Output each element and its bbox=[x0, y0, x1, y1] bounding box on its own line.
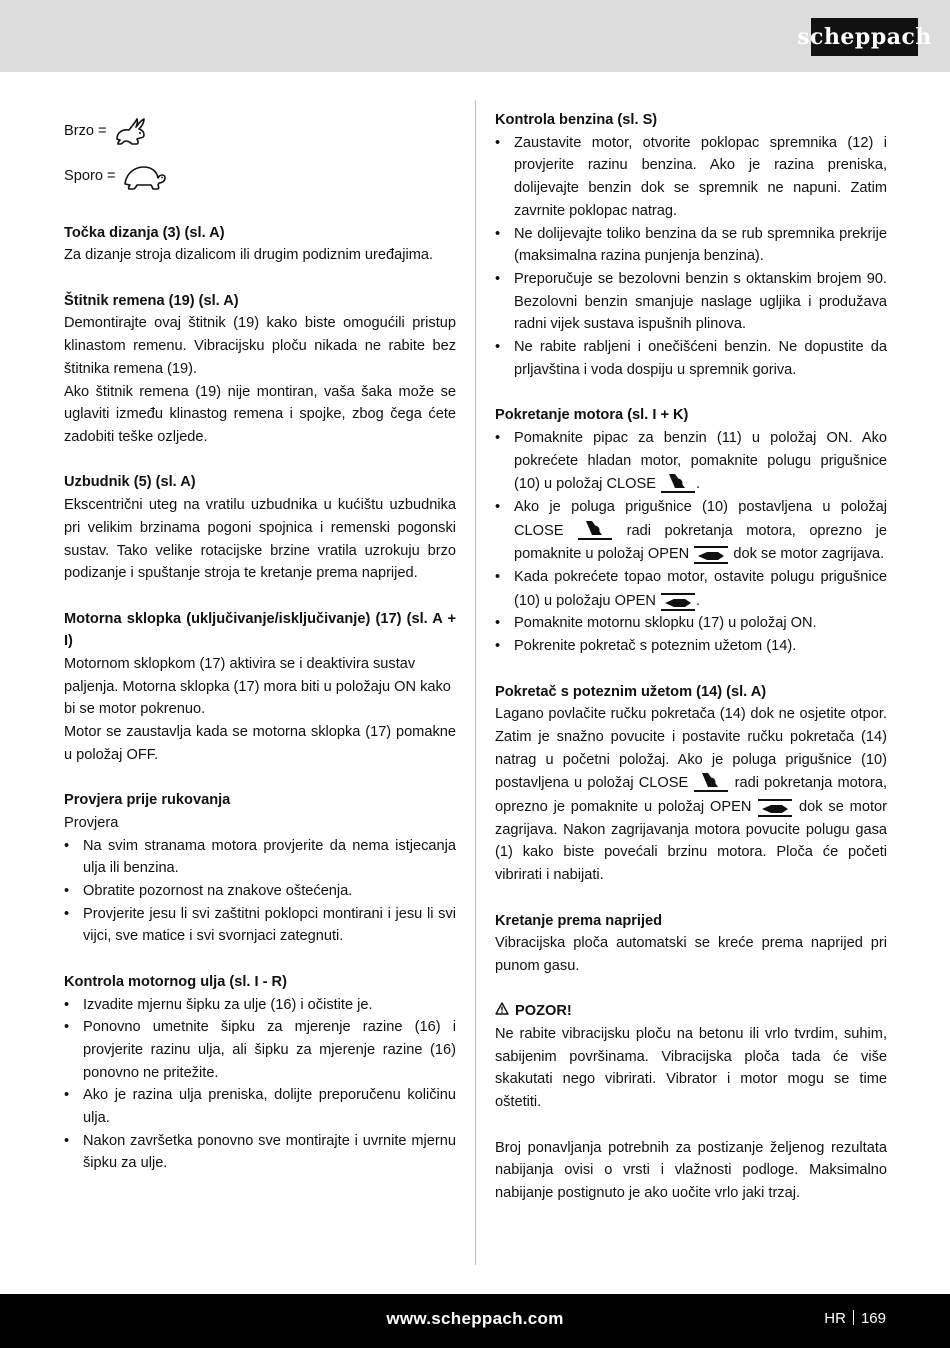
list-item: • Nakon završetka ponovno sve montirajte i uvrnite mjernu šipku za ulje. bbox=[64, 1130, 456, 1175]
caution-heading bbox=[495, 1000, 887, 1023]
choke-open-icon bbox=[661, 589, 695, 611]
choke-close-icon bbox=[661, 472, 695, 494]
rabbit-icon bbox=[113, 117, 149, 147]
start-item-3-text: Kada pokrećete topao motor, ostavite polugu prigušnice (10) u položaju OPEN bbox=[514, 569, 887, 609]
precheck-subtitle: Provjera bbox=[64, 814, 119, 831]
list-item bbox=[495, 427, 887, 496]
list-item: • Ne rabite rabljeni i onečišćeni benzin. Ne dopustite da prljavština i voda dospiju u spremnik goriva. bbox=[495, 336, 887, 381]
footer-separator bbox=[853, 1310, 854, 1325]
brand-logo: scheppach bbox=[811, 18, 918, 56]
forward-section bbox=[495, 910, 887, 978]
lifting-title: Točka dizanja (3) (sl. A) bbox=[64, 224, 225, 241]
exciter-title: Uzbudnik (5) (sl. A) bbox=[64, 474, 196, 491]
precheck-section bbox=[64, 789, 456, 948]
choke-close-icon bbox=[694, 771, 728, 793]
lifting-section bbox=[64, 222, 456, 267]
precheck-title: Provjera prije rukovanja bbox=[64, 792, 231, 809]
warning-icon bbox=[495, 1002, 509, 1015]
oil-title: Kontrola motornog ulja (sl. I - R) bbox=[64, 973, 287, 990]
page-indicator bbox=[824, 1308, 886, 1330]
forward-text: Vibracijska ploča automatski se kreće prema naprijed pri punom gasu. bbox=[495, 935, 887, 974]
list-item: • Preporučuje se bezolovni benzin s oktanskim brojem 90. Bezolovni benzin smanjuje naslage ugljika i produžava radni vijek sustava ispušnih plinova. bbox=[495, 268, 887, 336]
start-item-2-text-a: Ako je poluga prigušnice (10) postavljena u položaj CLOSE bbox=[514, 498, 887, 539]
start-item-2-text-b: radi pokretanja motora, oprezno je pomaknite u položaj OPEN bbox=[514, 522, 887, 563]
forward-title: Kretanje prema naprijed bbox=[495, 912, 663, 929]
right-column bbox=[495, 109, 887, 1205]
list-item: • Na svim stranama motora provjerite da nema istjecanja ulja ili benzina. bbox=[64, 835, 456, 880]
turtle-icon bbox=[122, 162, 166, 192]
start-item-1-text: Pomaknite pipac za benzin (11) u položaj ON. Ako pokrećete hladan motor, pomaknite polugu prigušnice (10) u položaj CLOSE bbox=[514, 429, 887, 493]
caution-text: Ne rabite vibracijsku ploču na betonu ili vrlo tvrdim, suhim, sabijenim površinama. Vibracijska ploča tada će više skakutati nego vibrirati. Vibrator i motor mogu se time oštetiti. bbox=[495, 1026, 887, 1111]
engine-switch-text-1: Motornom sklopkom (17) aktivira se i deaktivira sustav paljenja. Motorna sklopka (17) mora biti u položaju ON kako bi se motor pokrenuo. bbox=[64, 656, 451, 718]
caution-section bbox=[495, 1000, 887, 1114]
exciter-section bbox=[64, 471, 456, 585]
recoil-text-2: radi pokretanja motora, oprezno je pomaknite u položaj OPEN bbox=[495, 775, 887, 816]
engine-switch-section bbox=[64, 608, 456, 767]
choke-close-icon bbox=[578, 519, 612, 541]
petrol-title: Kontrola benzina (sl. S) bbox=[495, 112, 658, 128]
exciter-text: Ekscentrični uteg na vratilu uzbudnika u kućištu uzbudnika pri velikim brzinama pogoni spojnica i remenski pogonski sustav. Tako velike rotacijske brzine vratila uzrokuju brzo podizanje i spuštanje stroja te kretanje prema naprijed. bbox=[64, 497, 456, 582]
fast-label: Brzo = bbox=[64, 123, 107, 140]
page-number: 169 bbox=[860, 1310, 886, 1327]
belt-guard-text-2: Ako štitnik remena (19) nije montiran, vaša šaka može se uglaviti između klinastog remena i spojke, zbog čega ćete zadobiti teške ozljede. bbox=[64, 383, 456, 445]
list-item bbox=[495, 566, 887, 612]
choke-open-icon bbox=[694, 542, 728, 564]
language-code: HR bbox=[824, 1310, 846, 1327]
start-item-2-text-c: dok se motor zagrijava. bbox=[733, 546, 885, 563]
oil-section bbox=[64, 971, 456, 1175]
recoil-section bbox=[495, 681, 887, 887]
fast-legend bbox=[64, 109, 456, 154]
list-item: • Provjerite jesu li svi zaštitni poklopci montirani i jesu li svi vijci, sve matice i svi svornjaci zategnuti. bbox=[64, 903, 456, 948]
recoil-text bbox=[495, 703, 887, 887]
list-item bbox=[495, 496, 887, 566]
choke-open-icon bbox=[758, 795, 792, 817]
header-bar bbox=[0, 0, 950, 72]
belt-guard-title: Štitnik remena (19) (sl. A) bbox=[64, 292, 239, 309]
list-item: • Zaustavite motor, otvorite poklopac spremnika (12) i provjerite razinu benzina. Ako je razina preniska, dolijevajte benzin dok se spremnik ne napuni. Zatim zavrnite poklopac natrag. bbox=[495, 132, 887, 223]
start-item-3-end: . bbox=[696, 592, 701, 609]
left-column bbox=[64, 109, 456, 1175]
footer-url: www.scheppach.com bbox=[386, 1309, 564, 1328]
recoil-title: Pokretač s poteznim užetom (14) (sl. A) bbox=[495, 683, 767, 700]
list-item: • Ako je razina ulja preniska, dolijte preporučenu količinu ulja. bbox=[64, 1084, 456, 1129]
list-item: • Obratite pozornost na znakove oštećenja. bbox=[64, 880, 456, 903]
start-section bbox=[495, 404, 887, 658]
slow-label: Sporo = bbox=[64, 168, 116, 185]
belt-guard-section bbox=[64, 290, 456, 449]
slow-legend bbox=[64, 154, 456, 199]
list-item: • Ponovno umetnite šipku za mjerenje razine (16) i provjerite razinu ulja, ali šipku za mjerenje razine (16) ponovno ne pritežite. bbox=[64, 1016, 456, 1084]
petrol-section bbox=[495, 109, 887, 381]
precheck-list bbox=[64, 835, 456, 949]
start-item-1-end: . bbox=[696, 476, 701, 493]
engine-switch-text-2: Motor se zaustavlja kada se motorna sklopka (17) pomakne u položaj OFF. bbox=[64, 724, 456, 763]
caution-title: POZOR! bbox=[515, 1003, 572, 1020]
recoil-text-1: Lagano povlačite ručku pokretača (14) dok ne osjetite otpor. Zatim je snažno povucite i postavite ručku pokretača (14) natrag u početni položaj. Ako je poluga prigušnice (10) postavljena u položaj CLOSE bbox=[495, 706, 887, 792]
list-item: • Pokrenite pokretač s poteznim užetom (14). bbox=[495, 635, 887, 658]
belt-guard-text-1: Demontirajte ovaj štitnik (19) kako biste omogućili pristup klinastom remenu. Vibracijsku ploču nikada ne rabite bez štitnika remena (19). bbox=[64, 315, 456, 377]
engine-switch-title: Motorna sklopka (uključivanje/isključivanje) (17) (sl. A + I) bbox=[64, 610, 456, 650]
list-item: • Pomaknite motornu sklopku (17) u položaj ON. bbox=[495, 612, 887, 635]
start-title: Pokretanje motora (sl. I + K) bbox=[495, 407, 689, 424]
start-list bbox=[495, 427, 887, 658]
list-item: • Izvadite mjernu šipku za ulje (16) i očistite je. bbox=[64, 994, 456, 1017]
column-divider bbox=[475, 100, 476, 1265]
oil-list bbox=[64, 994, 456, 1176]
list-item: • Ne dolijevajte toliko benzina da se rub spremnika prekrije (maksimalna razina punjenja benzina). bbox=[495, 223, 887, 268]
final-text: Broj ponavljanja potrebnih za postizanje željenog rezultata nabijanja ovisi o vrsti i vlažnosti podloge. Maksimalno nabijanje postignuto je ako uočite vrlo jaki trzaj. bbox=[495, 1139, 887, 1201]
final-section bbox=[495, 1137, 887, 1205]
lifting-text: Za dizanje stroja dizalicom ili drugim podiznim uređajima. bbox=[64, 247, 434, 264]
petrol-list bbox=[495, 132, 887, 382]
recoil-text-3: dok se motor zagrijava. Nakon zagrijavanja motora povucite polugu gasa (1) kako biste povećali brzinu motora. Ploča će početi vibrirati i nabijati. bbox=[495, 799, 887, 884]
footer-bar bbox=[0, 1294, 950, 1348]
